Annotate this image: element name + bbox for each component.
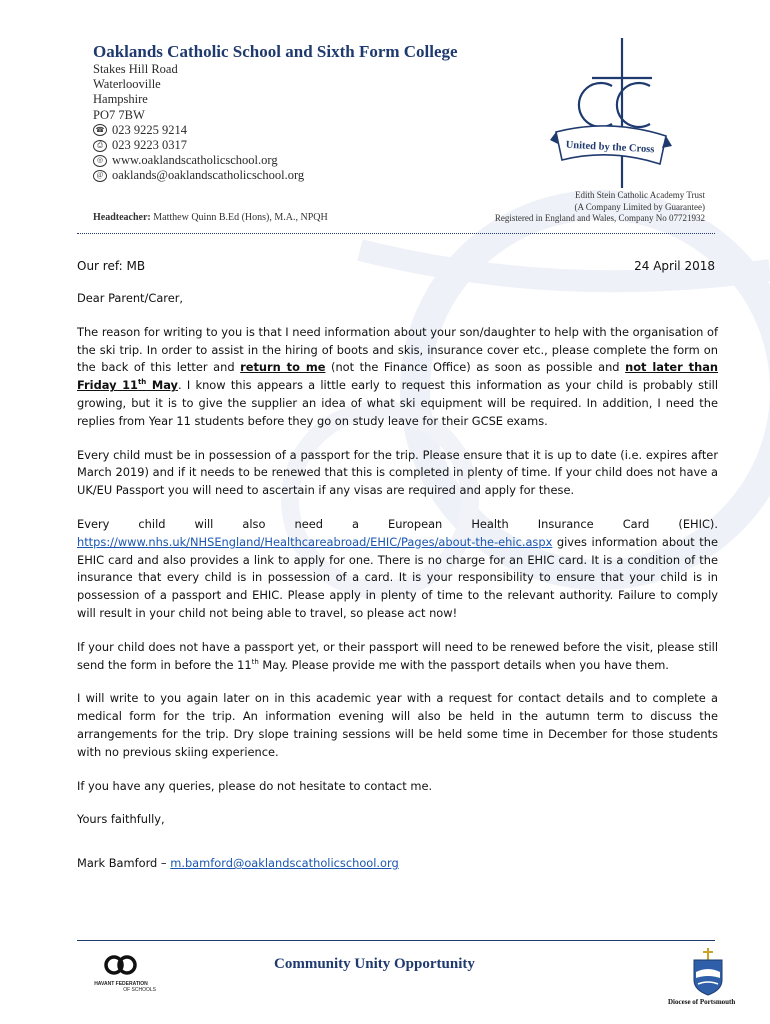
website: www.oaklandscatholicschool.org: [112, 153, 278, 168]
paragraph-future-info: I will write to you again later on in this academic year with a request for contact details and to complete a medical form for the trip. An information evening will also be held in the autumn term to discuss the arrangements for the trip. Dry slope training sessions will be held some time in December for those students with no previous skiing experience.: [77, 691, 718, 759]
phone-icon: ☎: [93, 124, 107, 136]
trust-info: [455, 190, 705, 225]
school-name: Oaklands Catholic School and Sixth Form College: [93, 42, 458, 61]
fax-icon: ⎙: [93, 140, 107, 152]
paragraph-passport-renewal: [77, 639, 718, 675]
deadline-text: May: [146, 378, 178, 393]
diocese-crest: [688, 948, 728, 996]
ordinal-suffix: th: [251, 657, 259, 666]
deadline-text: not later than Friday 11: [77, 360, 719, 393]
text-run: . I know this appears a little early to request this information as your child is probably still growing, but it is to give the supplier an idea of what ski equipment will be required. In addition, I need the replies from Year 11 students before they go on study leave for their GCSE exams.: [77, 378, 718, 428]
logo-banner-text: United by the Cross: [565, 139, 655, 156]
school-email: oaklands@oaklandscatholicschool.org: [112, 168, 305, 183]
havant-federation-text: [86, 981, 156, 993]
return-to-me: return to me: [240, 360, 326, 375]
our-ref: Our ref: MB: [77, 259, 146, 273]
diocese-name: Diocese of Portsmouth: [668, 998, 736, 1006]
address-line: Waterlooville: [93, 77, 161, 92]
paragraph-ski-trip: [77, 324, 718, 431]
trust-line: (A Company Limited by Guarantee): [574, 201, 705, 212]
at-icon: @: [93, 170, 107, 182]
fax-number: 023 9223 0317: [112, 137, 187, 152]
signer-name: Mark Bamford –: [77, 856, 171, 870]
globe-icon: ◎: [93, 155, 107, 167]
text-run: gives information about the EHIC card and also provides a link to apply for one. There is no charge for an EHIC card. It is a condition of the insurance that every child is in possession of a card. It is your responsibility to ensure that your child is in possession of a passport and EHIC. Please apply in plenty of time to the relevant authority. Failure to comply will result in your child not being able to travel, so please act now!: [77, 534, 718, 620]
headteacher-name: Matthew Quinn B.Ed (Hons), M.A., NPQH: [153, 212, 328, 223]
text-run: The reason for writing to you is that I need information about your son/daughter to help with the organisation of the ski trip. In order to assist in the hiring of boots and skis, insurance cover etc., please complete the form on the back of this letter and: [77, 324, 718, 375]
text-run: If your child does not have a passport yet, or their passport will need to be renewed before the visit, please still send the form in before the 11: [77, 639, 718, 672]
text-run: May. Please provide me with the passport details when you have them.: [258, 657, 669, 672]
text-run: Every child will also need a European Health Insurance Card (EHIC).: [77, 516, 718, 531]
trust-line: Edith Stein Catholic Academy Trust: [575, 190, 705, 200]
havant-line: OF SCHOOLS: [123, 987, 156, 993]
paragraph-queries: If you have any queries, please do not hesitate to contact me.: [77, 778, 433, 793]
signature-line: [77, 856, 399, 870]
school-logo: [548, 36, 673, 188]
school-motto: Community Unity Opportunity: [274, 956, 475, 972]
signer-email-link[interactable]: m.bamford@oaklandscatholicschool.org: [170, 856, 399, 870]
headteacher-line: [93, 212, 328, 223]
paragraph-ehic: [77, 516, 718, 623]
phone-row: [93, 123, 304, 138]
letter-date: 24 April 2018: [634, 259, 715, 273]
paragraph-passport: Every child must be in possession of a passport for the trip. Please ensure that it is up to date (i.e. expires after March 2019) and if it needs to be renewed that this is completed in plenty of time. If your child does not have a UK/EU Passport you will need to ascertain if any visas are required and apply for these.: [77, 447, 718, 498]
havant-line: HAVANT FEDERATION: [94, 981, 148, 987]
address-line: PO7 7BW: [93, 107, 145, 122]
ordinal-suffix: th: [137, 378, 147, 387]
address-line: Stakes Hill Road: [93, 62, 178, 76]
ehic-link[interactable]: https://www.nhs.uk/NHSEngland/Healthcareabroad/EHIC/Pages/about-the-ehic.aspx: [77, 534, 553, 549]
salutation: Dear Parent/Carer,: [77, 291, 184, 305]
letter-body: [77, 290, 718, 845]
fax-row: [93, 138, 304, 153]
closing: Yours faithfully,: [77, 812, 165, 827]
headteacher-label: Headteacher:: [93, 212, 151, 223]
header-divider: [77, 233, 715, 234]
address-line: Hampshire: [93, 92, 148, 107]
trust-line: Registered in England and Wales, Company No 07721932: [494, 213, 705, 223]
text-run: (not the Finance Office) as soon as possible and: [325, 360, 626, 375]
website-row: [93, 153, 304, 168]
email-row: [93, 168, 304, 183]
phone-number: 023 9225 9214: [112, 122, 187, 137]
school-address: [93, 62, 304, 184]
footer-divider: [77, 940, 715, 941]
